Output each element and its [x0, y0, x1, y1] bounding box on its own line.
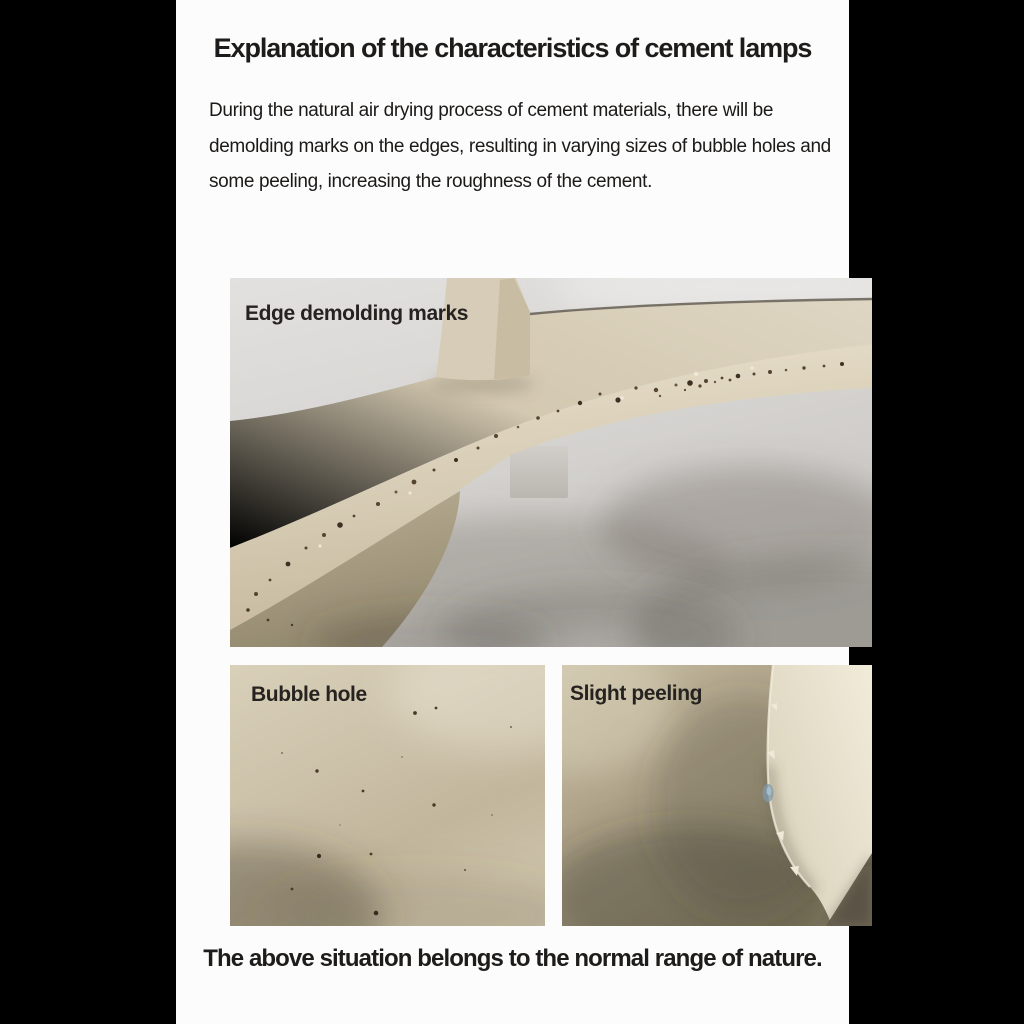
slight-peeling-photo [562, 665, 872, 926]
left-letterbox-bar [0, 0, 176, 1024]
edge-demolding-photo [230, 278, 872, 647]
right-letterbox-bar [849, 0, 1024, 1024]
footer-note: The above situation belongs to the normal range of nature. [203, 945, 822, 972]
edge-demolding-label: Edge demolding marks [245, 302, 469, 325]
page-title: Explanation of the characteristics of cement lamps [213, 33, 812, 63]
content-panel [176, 0, 849, 1024]
bubble-hole-label: Bubble hole [251, 683, 367, 706]
edge-demolding-illustration [230, 278, 872, 647]
slight-peeling-label: Slight peeling [570, 682, 703, 705]
description-paragraph: During the natural air drying process of cement materials, there will be demolding marks on the edges, resulting in varying sizes of bubble holes and some peeling, increasing the roughness of the cement. [209, 100, 831, 192]
bubble-hole-photo [230, 665, 545, 926]
